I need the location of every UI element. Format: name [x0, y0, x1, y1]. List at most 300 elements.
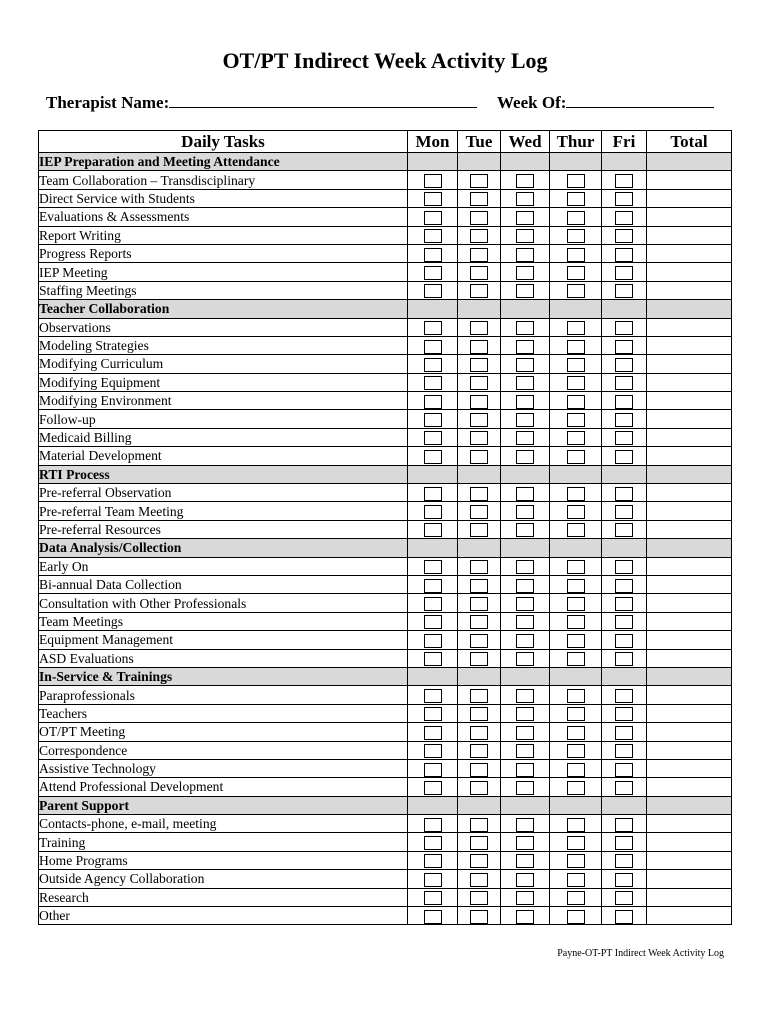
day-cell-tue	[458, 153, 501, 171]
checkbox-wed[interactable]	[516, 615, 534, 629]
therapist-name-field[interactable]	[169, 92, 477, 108]
total-cell[interactable]	[647, 704, 732, 722]
table-row	[39, 502, 732, 520]
total-cell[interactable]	[647, 907, 732, 925]
checkbox-wed[interactable]	[516, 910, 534, 924]
checkbox-mon[interactable]	[424, 376, 442, 390]
checkbox-tue[interactable]	[470, 376, 488, 390]
day-cell-thu	[550, 796, 602, 814]
total-cell[interactable]	[647, 888, 732, 906]
checkbox-tue[interactable]	[470, 450, 488, 464]
task-label: Research	[39, 888, 408, 906]
checkbox-wed[interactable]	[516, 340, 534, 354]
day-cell-mon	[408, 428, 458, 446]
checkbox-wed[interactable]	[516, 284, 534, 298]
checkbox-mon[interactable]	[424, 174, 442, 188]
total-cell[interactable]	[647, 447, 732, 465]
checkbox-thu[interactable]	[567, 284, 585, 298]
table-row	[39, 907, 732, 925]
total-cell[interactable]	[647, 318, 732, 336]
checkbox-wed[interactable]	[516, 192, 534, 206]
checkbox-tue[interactable]	[470, 413, 488, 427]
checkbox-thu[interactable]	[567, 615, 585, 629]
day-cell-tue	[458, 723, 501, 741]
checkbox-fri[interactable]	[615, 652, 633, 666]
checkbox-mon[interactable]	[424, 597, 442, 611]
day-cell-wed	[501, 667, 550, 685]
day-cell-tue	[458, 575, 501, 593]
day-cell-thu	[550, 447, 602, 465]
checkbox-mon[interactable]	[424, 744, 442, 758]
table-row	[39, 704, 732, 722]
day-cell-fri	[602, 244, 647, 262]
checkbox-thu[interactable]	[567, 211, 585, 225]
checkbox-tue[interactable]	[470, 505, 488, 519]
checkbox-fri[interactable]	[615, 910, 633, 924]
checkbox-mon[interactable]	[424, 818, 442, 832]
total-cell[interactable]	[647, 355, 732, 373]
day-cell-fri	[602, 907, 647, 925]
checkbox-wed[interactable]	[516, 744, 534, 758]
checkbox-fri[interactable]	[615, 248, 633, 262]
checkbox-wed[interactable]	[516, 523, 534, 537]
checkbox-fri[interactable]	[615, 615, 633, 629]
checkbox-mon[interactable]	[424, 413, 442, 427]
checkbox-thu[interactable]	[567, 340, 585, 354]
total-cell[interactable]	[647, 373, 732, 391]
week-of-field[interactable]	[566, 92, 714, 108]
checkbox-fri[interactable]	[615, 321, 633, 335]
checkbox-wed[interactable]	[516, 707, 534, 721]
day-cell-wed	[501, 171, 550, 189]
checkbox-mon[interactable]	[424, 854, 442, 868]
total-cell[interactable]	[647, 189, 732, 207]
day-cell-mon	[408, 410, 458, 428]
checkbox-mon[interactable]	[424, 358, 442, 372]
total-cell[interactable]	[647, 410, 732, 428]
checkbox-fri[interactable]	[615, 818, 633, 832]
checkbox-fri[interactable]	[615, 395, 633, 409]
task-label: Follow-up	[39, 410, 408, 428]
col-header-wed: Wed	[501, 131, 550, 153]
checkbox-wed[interactable]	[516, 413, 534, 427]
task-label: Evaluations & Assessments	[39, 208, 408, 226]
checkbox-tue[interactable]	[470, 707, 488, 721]
day-cell-mon	[408, 539, 458, 557]
total-cell[interactable]	[647, 263, 732, 281]
checkbox-fri[interactable]	[615, 174, 633, 188]
checkbox-tue[interactable]	[470, 340, 488, 354]
day-cell-tue	[458, 189, 501, 207]
checkbox-mon[interactable]	[424, 523, 442, 537]
checkbox-fri[interactable]	[615, 707, 633, 721]
day-cell-tue	[458, 336, 501, 354]
checkbox-tue[interactable]	[470, 763, 488, 777]
checkbox-thu[interactable]	[567, 174, 585, 188]
total-cell[interactable]	[647, 281, 732, 299]
checkbox-tue[interactable]	[470, 192, 488, 206]
day-cell-fri	[602, 557, 647, 575]
checkbox-thu[interactable]	[567, 726, 585, 740]
checkbox-mon[interactable]	[424, 284, 442, 298]
total-cell[interactable]	[647, 171, 732, 189]
checkbox-mon[interactable]	[424, 229, 442, 243]
checkbox-fri[interactable]	[615, 376, 633, 390]
task-label: Equipment Management	[39, 631, 408, 649]
checkbox-thu[interactable]	[567, 431, 585, 445]
checkbox-wed[interactable]	[516, 395, 534, 409]
total-cell[interactable]	[647, 594, 732, 612]
checkbox-thu[interactable]	[567, 487, 585, 501]
checkbox-tue[interactable]	[470, 487, 488, 501]
task-label: Home Programs	[39, 851, 408, 869]
total-cell[interactable]	[647, 686, 732, 704]
checkbox-wed[interactable]	[516, 689, 534, 703]
checkbox-thu[interactable]	[567, 450, 585, 464]
checkbox-fri[interactable]	[615, 229, 633, 243]
checkbox-thu[interactable]	[567, 781, 585, 795]
day-cell-mon	[408, 594, 458, 612]
checkbox-thu[interactable]	[567, 836, 585, 850]
day-cell-tue	[458, 612, 501, 630]
checkbox-tue[interactable]	[470, 634, 488, 648]
checkbox-tue[interactable]	[470, 781, 488, 795]
day-cell-mon	[408, 520, 458, 538]
day-cell-tue	[458, 594, 501, 612]
checkbox-wed[interactable]	[516, 431, 534, 445]
total-cell[interactable]	[647, 851, 732, 869]
day-cell-tue	[458, 667, 501, 685]
table-row	[39, 631, 732, 649]
checkbox-thu[interactable]	[567, 376, 585, 390]
checkbox-fri[interactable]	[615, 284, 633, 298]
day-cell-fri	[602, 300, 647, 318]
day-cell-tue	[458, 465, 501, 483]
checkbox-tue[interactable]	[470, 431, 488, 445]
checkbox-tue[interactable]	[470, 358, 488, 372]
checkbox-wed[interactable]	[516, 358, 534, 372]
checkbox-wed[interactable]	[516, 321, 534, 335]
checkbox-mon[interactable]	[424, 726, 442, 740]
checkbox-fri[interactable]	[615, 523, 633, 537]
checkbox-fri[interactable]	[615, 450, 633, 464]
day-cell-wed	[501, 263, 550, 281]
day-cell-fri	[602, 851, 647, 869]
checkbox-thu[interactable]	[567, 652, 585, 666]
checkbox-tue[interactable]	[470, 873, 488, 887]
day-cell-tue	[458, 796, 501, 814]
total-cell[interactable]	[647, 741, 732, 759]
day-cell-tue	[458, 557, 501, 575]
checkbox-tue[interactable]	[470, 229, 488, 243]
total-cell[interactable]	[647, 612, 732, 630]
checkbox-fri[interactable]	[615, 891, 633, 905]
checkbox-mon[interactable]	[424, 910, 442, 924]
table-row	[39, 263, 732, 281]
total-cell[interactable]	[647, 870, 732, 888]
total-cell[interactable]	[647, 759, 732, 777]
checkbox-fri[interactable]	[615, 763, 633, 777]
checkbox-thu[interactable]	[567, 634, 585, 648]
checkbox-thu[interactable]	[567, 395, 585, 409]
checkbox-wed[interactable]	[516, 211, 534, 225]
checkbox-wed[interactable]	[516, 854, 534, 868]
day-cell-tue	[458, 907, 501, 925]
col-header-total: Total	[647, 131, 732, 153]
checkbox-mon[interactable]	[424, 873, 442, 887]
day-cell-thu	[550, 759, 602, 777]
checkbox-fri[interactable]	[615, 836, 633, 850]
day-cell-wed	[501, 539, 550, 557]
checkbox-wed[interactable]	[516, 248, 534, 262]
checkbox-thu[interactable]	[567, 358, 585, 372]
checkbox-fri[interactable]	[615, 340, 633, 354]
day-cell-wed	[501, 208, 550, 226]
day-cell-fri	[602, 833, 647, 851]
day-cell-thu	[550, 263, 602, 281]
checkbox-tue[interactable]	[470, 523, 488, 537]
checkbox-thu[interactable]	[567, 192, 585, 206]
total-cell[interactable]	[647, 428, 732, 446]
checkbox-wed[interactable]	[516, 726, 534, 740]
checkbox-tue[interactable]	[470, 395, 488, 409]
day-cell-mon	[408, 263, 458, 281]
checkbox-thu[interactable]	[567, 854, 585, 868]
checkbox-mon[interactable]	[424, 707, 442, 721]
checkbox-tue[interactable]	[470, 560, 488, 574]
day-cell-wed	[501, 281, 550, 299]
checkbox-thu[interactable]	[567, 910, 585, 924]
checkbox-wed[interactable]	[516, 781, 534, 795]
checkbox-tue[interactable]	[470, 284, 488, 298]
total-cell[interactable]	[647, 502, 732, 520]
checkbox-wed[interactable]	[516, 376, 534, 390]
checkbox-wed[interactable]	[516, 579, 534, 593]
checkbox-wed[interactable]	[516, 763, 534, 777]
table-row	[39, 392, 732, 410]
checkbox-thu[interactable]	[567, 248, 585, 262]
checkbox-fri[interactable]	[615, 487, 633, 501]
total-cell[interactable]	[647, 778, 732, 796]
checkbox-thu[interactable]	[567, 707, 585, 721]
checkbox-fri[interactable]	[615, 358, 633, 372]
checkbox-fri[interactable]	[615, 413, 633, 427]
checkbox-thu[interactable]	[567, 744, 585, 758]
checkbox-fri[interactable]	[615, 634, 633, 648]
checkbox-fri[interactable]	[615, 192, 633, 206]
checkbox-tue[interactable]	[470, 597, 488, 611]
day-cell-tue	[458, 502, 501, 520]
total-cell	[647, 539, 732, 557]
day-cell-fri	[602, 575, 647, 593]
checkbox-tue[interactable]	[470, 248, 488, 262]
checkbox-fri[interactable]	[615, 560, 633, 574]
checkbox-mon[interactable]	[424, 321, 442, 335]
checkbox-wed[interactable]	[516, 836, 534, 850]
checkbox-mon[interactable]	[424, 487, 442, 501]
checkbox-mon[interactable]	[424, 211, 442, 225]
checkbox-wed[interactable]	[516, 450, 534, 464]
checkbox-mon[interactable]	[424, 192, 442, 206]
checkbox-tue[interactable]	[470, 744, 488, 758]
total-cell[interactable]	[647, 575, 732, 593]
day-cell-thu	[550, 520, 602, 538]
total-cell[interactable]	[647, 244, 732, 262]
day-cell-mon	[408, 815, 458, 833]
day-cell-wed	[501, 723, 550, 741]
day-cell-fri	[602, 741, 647, 759]
checkbox-thu[interactable]	[567, 505, 585, 519]
checkbox-thu[interactable]	[567, 266, 585, 280]
checkbox-mon[interactable]	[424, 431, 442, 445]
checkbox-mon[interactable]	[424, 891, 442, 905]
task-label: Modifying Environment	[39, 392, 408, 410]
checkbox-thu[interactable]	[567, 873, 585, 887]
checkbox-thu[interactable]	[567, 763, 585, 777]
checkbox-wed[interactable]	[516, 266, 534, 280]
checkbox-wed[interactable]	[516, 634, 534, 648]
day-cell-fri	[602, 649, 647, 667]
checkbox-wed[interactable]	[516, 873, 534, 887]
checkbox-mon[interactable]	[424, 248, 442, 262]
checkbox-thu[interactable]	[567, 818, 585, 832]
checkbox-mon[interactable]	[424, 689, 442, 703]
therapist-name-row	[46, 92, 477, 113]
checkbox-tue[interactable]	[470, 854, 488, 868]
day-cell-tue	[458, 428, 501, 446]
checkbox-thu[interactable]	[567, 321, 585, 335]
checkbox-mon[interactable]	[424, 340, 442, 354]
checkbox-thu[interactable]	[567, 229, 585, 243]
checkbox-wed[interactable]	[516, 652, 534, 666]
checkbox-fri[interactable]	[615, 505, 633, 519]
checkbox-tue[interactable]	[470, 910, 488, 924]
checkbox-fri[interactable]	[615, 266, 633, 280]
week-of-row	[497, 92, 714, 113]
day-cell-wed	[501, 502, 550, 520]
checkbox-wed[interactable]	[516, 891, 534, 905]
checkbox-tue[interactable]	[470, 174, 488, 188]
checkbox-wed[interactable]	[516, 505, 534, 519]
checkbox-fri[interactable]	[615, 744, 633, 758]
checkbox-mon[interactable]	[424, 763, 442, 777]
checkbox-tue[interactable]	[470, 579, 488, 593]
week-of-label: Week Of:	[497, 93, 567, 112]
table-row	[39, 355, 732, 373]
section-row	[39, 539, 732, 557]
checkbox-mon[interactable]	[424, 652, 442, 666]
checkbox-fri[interactable]	[615, 781, 633, 795]
total-cell[interactable]	[647, 336, 732, 354]
checkbox-fri[interactable]	[615, 579, 633, 593]
checkbox-mon[interactable]	[424, 615, 442, 629]
task-label: Modeling Strategies	[39, 336, 408, 354]
day-cell-thu	[550, 318, 602, 336]
table-row	[39, 336, 732, 354]
checkbox-tue[interactable]	[470, 211, 488, 225]
checkbox-mon[interactable]	[424, 395, 442, 409]
checkbox-thu[interactable]	[567, 689, 585, 703]
day-cell-tue	[458, 373, 501, 391]
checkbox-thu[interactable]	[567, 560, 585, 574]
therapist-name-label: Therapist Name:	[46, 93, 170, 112]
checkbox-thu[interactable]	[567, 891, 585, 905]
day-cell-thu	[550, 171, 602, 189]
checkbox-thu[interactable]	[567, 597, 585, 611]
checkbox-fri[interactable]	[615, 873, 633, 887]
table-row	[39, 870, 732, 888]
checkbox-mon[interactable]	[424, 505, 442, 519]
total-cell[interactable]	[647, 392, 732, 410]
day-cell-thu	[550, 870, 602, 888]
checkbox-fri[interactable]	[615, 854, 633, 868]
checkbox-tue[interactable]	[470, 266, 488, 280]
total-cell[interactable]	[647, 723, 732, 741]
total-cell[interactable]	[647, 833, 732, 851]
checkbox-mon[interactable]	[424, 781, 442, 795]
checkbox-tue[interactable]	[470, 689, 488, 703]
checkbox-tue[interactable]	[470, 321, 488, 335]
checkbox-tue[interactable]	[470, 652, 488, 666]
checkbox-tue[interactable]	[470, 615, 488, 629]
day-cell-fri	[602, 888, 647, 906]
checkbox-wed[interactable]	[516, 818, 534, 832]
day-cell-mon	[408, 667, 458, 685]
day-cell-thu	[550, 815, 602, 833]
checkbox-thu[interactable]	[567, 523, 585, 537]
checkbox-mon[interactable]	[424, 266, 442, 280]
checkbox-tue[interactable]	[470, 891, 488, 905]
total-cell[interactable]	[647, 226, 732, 244]
checkbox-wed[interactable]	[516, 174, 534, 188]
checkbox-fri[interactable]	[615, 597, 633, 611]
checkbox-mon[interactable]	[424, 560, 442, 574]
checkbox-wed[interactable]	[516, 560, 534, 574]
col-header-fri: Fri	[602, 131, 647, 153]
checkbox-thu[interactable]	[567, 579, 585, 593]
checkbox-tue[interactable]	[470, 726, 488, 740]
log-body	[39, 153, 732, 925]
checkbox-fri[interactable]	[615, 689, 633, 703]
total-cell[interactable]	[647, 815, 732, 833]
total-cell[interactable]	[647, 208, 732, 226]
checkbox-tue[interactable]	[470, 818, 488, 832]
checkbox-mon[interactable]	[424, 836, 442, 850]
total-cell[interactable]	[647, 484, 732, 502]
checkbox-mon[interactable]	[424, 634, 442, 648]
checkbox-tue[interactable]	[470, 836, 488, 850]
checkbox-fri[interactable]	[615, 431, 633, 445]
day-cell-thu	[550, 373, 602, 391]
total-cell[interactable]	[647, 520, 732, 538]
checkbox-wed[interactable]	[516, 597, 534, 611]
total-cell[interactable]	[647, 649, 732, 667]
day-cell-fri	[602, 226, 647, 244]
checkbox-wed[interactable]	[516, 487, 534, 501]
checkbox-wed[interactable]	[516, 229, 534, 243]
day-cell-fri	[602, 723, 647, 741]
total-cell[interactable]	[647, 631, 732, 649]
checkbox-mon[interactable]	[424, 579, 442, 593]
checkbox-mon[interactable]	[424, 450, 442, 464]
total-cell[interactable]	[647, 557, 732, 575]
day-cell-wed	[501, 410, 550, 428]
day-cell-fri	[602, 263, 647, 281]
checkbox-fri[interactable]	[615, 211, 633, 225]
day-cell-mon	[408, 226, 458, 244]
checkbox-fri[interactable]	[615, 726, 633, 740]
checkbox-thu[interactable]	[567, 413, 585, 427]
